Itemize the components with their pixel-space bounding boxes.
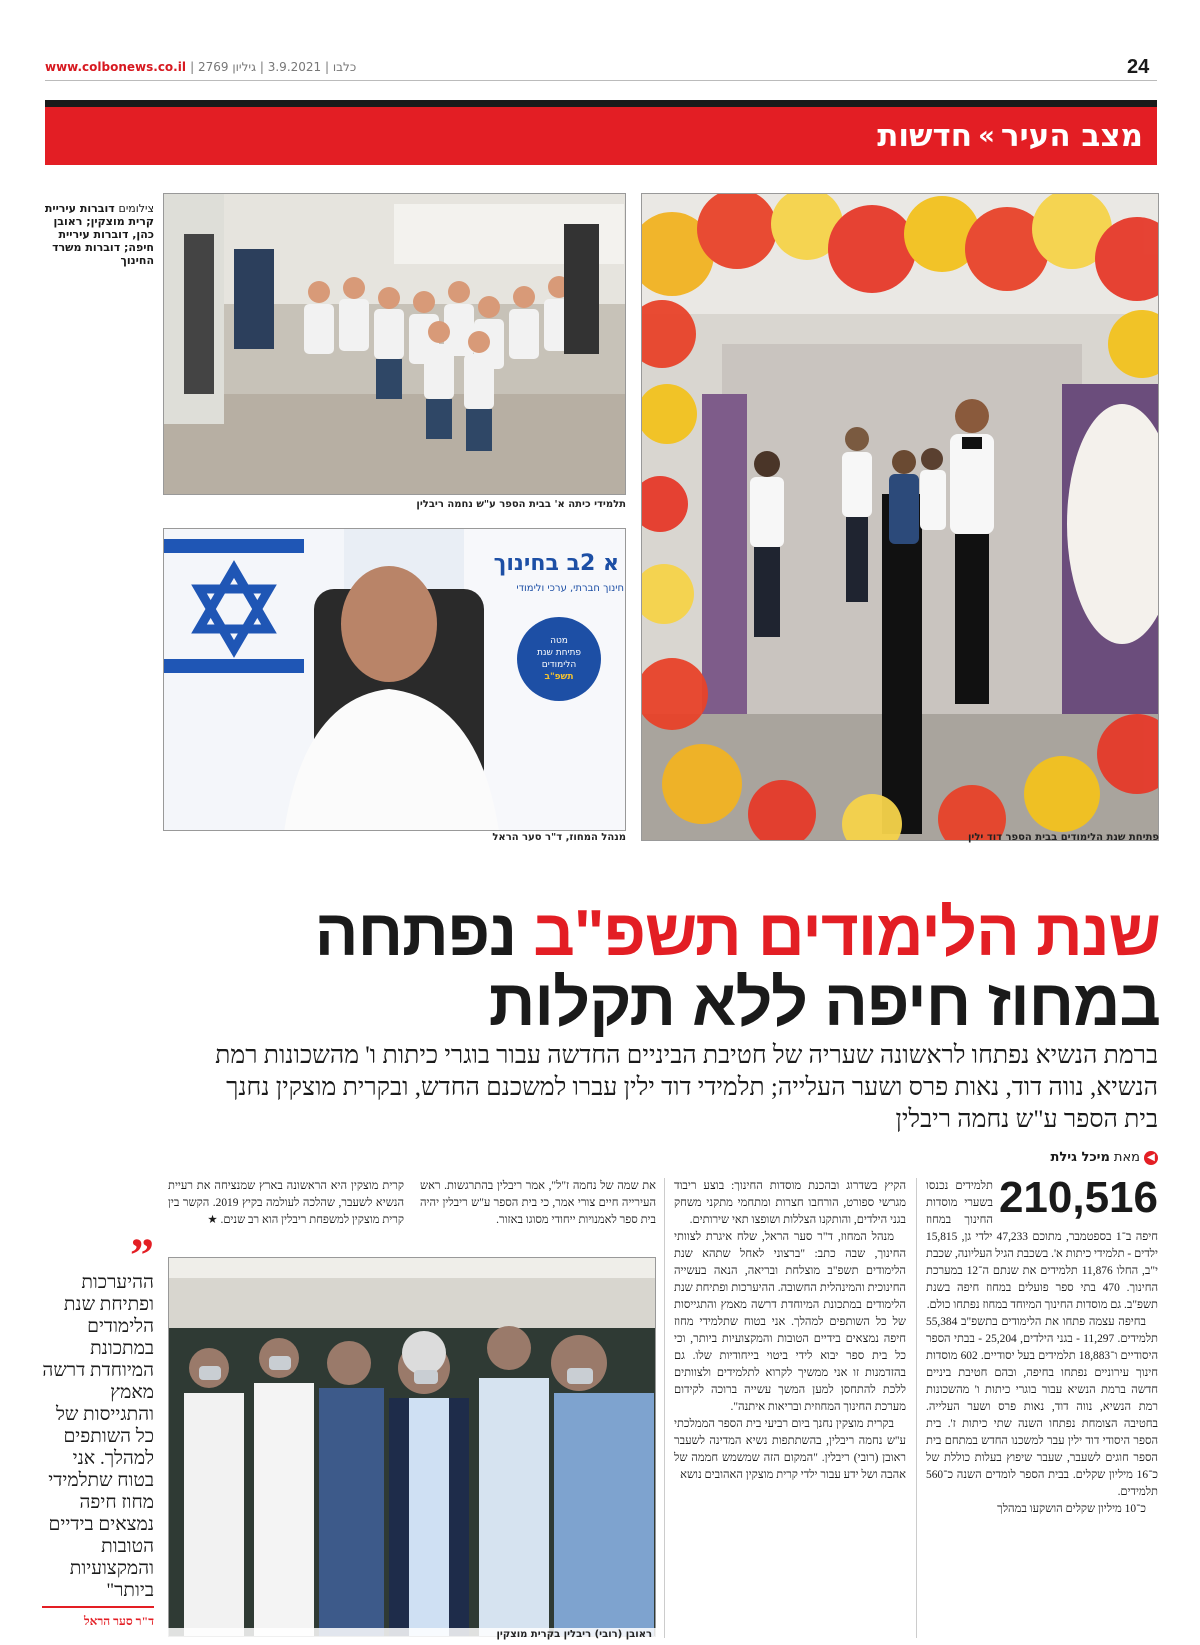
column-paragraph [168, 1178, 404, 1229]
column-divider [916, 1178, 917, 1638]
column-paragraph: כ־10 מיליון שקלים הושקעו במהלך [997, 1503, 1146, 1515]
column-paragraph: תלמידים נכנסו בשערי מוסדות החינוך במחוז חיפה ב־1 בספטמבר, מתוכם 47,233 ילדי גן, 15,815 ילדים - תלמידי כיתות א'. בשכבת הגיל העליונה, שכבת י"ב, החלו 11,876 תלמידים את שנתם ה־12 במערכת החינוך. 470 בתי ספר פועלים במחוז חיפה בשנת תשפ"ב. גם מוסדות החינוך המיוחד במחוז נפתחו כולם. [926, 1180, 1158, 1311]
section-separator: » [978, 121, 995, 151]
banner-subtext: חינוך חברתי, ערכי ולימודי [516, 583, 624, 594]
photo-audience [168, 1257, 656, 1637]
school-opening-image [642, 194, 1159, 841]
section-top-bar [45, 100, 1157, 107]
article-column-3 [420, 1178, 656, 1229]
pull-quote [42, 1229, 154, 1632]
column-paragraph: הקיץ בשדרוג ובהכנת מוסדות החינוך: בוצע ריבוד מגרשי ספורט, הורחבו חצרות ומתחמי מתקני משחק בגני הילדים, והותקנו הצללות ושופצו תאי שירותים. [674, 1180, 906, 1226]
quote-mark-icon: ” [130, 1229, 154, 1282]
headline-highlight: שנת הלימודים תשפ"ב [533, 896, 1160, 969]
photo-credits [42, 202, 154, 267]
article-column-4 [168, 1178, 404, 1229]
banner-text: א 2ב בחינוך [493, 551, 619, 576]
column-text: קרית מוצקין היא הראשונה בארץ שמנציחה את רעיית הנשיא לשעבר, שהלכה לעולמה בקיץ 2019. הקשר בין קרית מוצקין למשפחת ריבלין הוא רב שנים. [168, 1180, 405, 1226]
photo-district-director [163, 528, 626, 831]
audience-image [169, 1258, 656, 1637]
end-mark-icon: ★ [207, 1214, 218, 1226]
column-paragraph: בחיפה עצמה פתחו את הלימודים בתשפ"ב 55,384 תלמידים. 11,297 - בגני הילדים, 25,204 - בבתי הספר היסודיים ו־18,883 תלמידים בעל יסודיים. 602 מוסדות חינוך עירוניים נפתחו בחיפה, ובהם חטיבת ביניים חדשה ברמת הנשיא עבור בוגרי כיתות ו' מהשכונות רמת הנשיא, נווה דוד, נאות פרס ושער העלייה. בחטיבה הצומחת נפתחו השנה שתי כיתות ז'. בית הספר היסודי דוד ילין עבר למשכנו החדש במתחם בית הספר חוגים לשעבר, שעבר שיפוץ בעלות כוללת של כ־16 מיליון שקלים. בבית הספר לומדים השנה כ־560 תלמידים. [926, 1316, 1158, 1498]
header-divider [45, 80, 1157, 81]
site-url[interactable]: www.colbonews.co.il [45, 60, 186, 74]
column-paragraph: מנהל המחוז, ד"ר סער הראל, שלח איגרת לצוותי החינוך, שבה כתב: "ברצוני לאחל שתהא שנת הלימודים תשפ"ב מוצלחת ובריאה, הנאה בעשייה החינוכית והמינהלית החשובה. ההיערכות ופתיחת שנת הלימודים במתכונת המיוחדת דרשה מאמץ והתגייסות של כל השותפים למהלך. אני בטוח שתלמידי מחוז חיפה נמצאים בידיים הטובות והמקצועיות ביותר, וכי כל בית ספר יבוא לידי ביטוי בייחודיות שלו. גם בהזדמנות זו אני ממשיך לקרוא לתלמידים ולצוותים ללכת להתחסן למען המשך עשייה ברוכה לקידום מערכת החינוך המחוזית ובריאות איתנה". [674, 1231, 906, 1413]
column-paragraph: את שמה של נחמה ז"ל", אמר ריבלין בהתרגשות. ראש העירייה חיים צורי אמר, כי בית הספר ע"ש ריבלין יהיה בית ספר לאמנויות ייחודי מסוגו באזור. [420, 1180, 656, 1226]
column-divider [664, 1178, 665, 1638]
article-headline [150, 898, 1160, 1038]
byline-arrow-icon: ◀ [1144, 1151, 1158, 1165]
photo-first-graders [163, 193, 626, 495]
badge-line: הלימודים [541, 660, 577, 670]
issue-meta: | כלבו | 3.9.2021 | גיליון 2769 [190, 60, 357, 74]
column-paragraph: בקרית מוצקין נחנך ביום רביעי בית הספר הממלכתי ע"ש נחמה ריבלין, בהשתתפות נשיא המדינה לשעבר ראובן (רובי) ריבלין. "המקום הזה שמשמש חממה של אהבה ושל ידע עבור ילדי קרית מוצקין האהובים נושא [674, 1418, 906, 1481]
credits-label: צילומים [118, 202, 154, 215]
page-number: 24 [1127, 56, 1150, 78]
first-graders-image [164, 194, 626, 495]
byline [1000, 1150, 1158, 1165]
section-category: חדשות [877, 118, 973, 154]
photo-caption-first-graders: תלמידי כיתה א' בבית הספר ע"ש נחמה ריבלין [416, 499, 626, 510]
article-column-2 [674, 1178, 906, 1638]
article-subhead: ברמת הנשיא נפתחו לראשונה שעריה של חטיבת הביניים החדשה עבור בוגרי כיתות ו' מהשכונות רמת הנשיא, נווה דוד, נאות פרס ושער העלייה; תלמידי דוד ילין עברו למשכנם החדש, ובקרית מוצקין נחנך בית הספר ע"ש נחמה ריבלין [215, 1042, 1158, 1133]
photo-caption-opening: פתיחת שנת הלימודים בבית הספר דוד ילין [967, 832, 1159, 843]
photo-caption-audience: ראובן (רובי) ריבלין בקרית מוצקין [168, 1628, 656, 1641]
section-banner [45, 107, 1157, 165]
byline-author: מיכל גילת [1050, 1150, 1110, 1165]
campaign-badge [519, 623, 599, 697]
headline-main: נפתחה [314, 896, 517, 969]
pull-quote-text: ההיערכות ופתיחת שנת הלימודים במתכונת המיוחדת דרשה מאמץ והתגייסות של כל השותפים למהלך. אני בטוח שתלמידי מחוז חיפה נמצאים בידיים הטובות והמקצועיות ביותר" [42, 1272, 154, 1601]
big-number: 210,516 [998, 1178, 1158, 1222]
badge-line: פתיחת שנת [536, 648, 582, 658]
photo-school-opening [641, 193, 1159, 841]
badge-line: מטה [550, 636, 568, 646]
photo-caption-director: מנהל המחוז, ד"ר סער הראל [492, 832, 626, 843]
byline-prefix: מאת [1113, 1150, 1140, 1165]
pull-quote-attribution: ד"ר סער הראל [42, 1606, 154, 1632]
section-name: מצב העיר [1000, 118, 1143, 154]
badge-line: תשפ"ב [544, 672, 574, 682]
article-column-1 [926, 1178, 1158, 1638]
site-header [45, 60, 356, 74]
credits-text: דוברות עיריית קרית מוצקין; ראובן כהן, דוברות עיריית חיפה; דוברות משרד החינוך [44, 202, 154, 267]
headline-line2: במחוז חיפה ללא תקלות [488, 966, 1160, 1039]
